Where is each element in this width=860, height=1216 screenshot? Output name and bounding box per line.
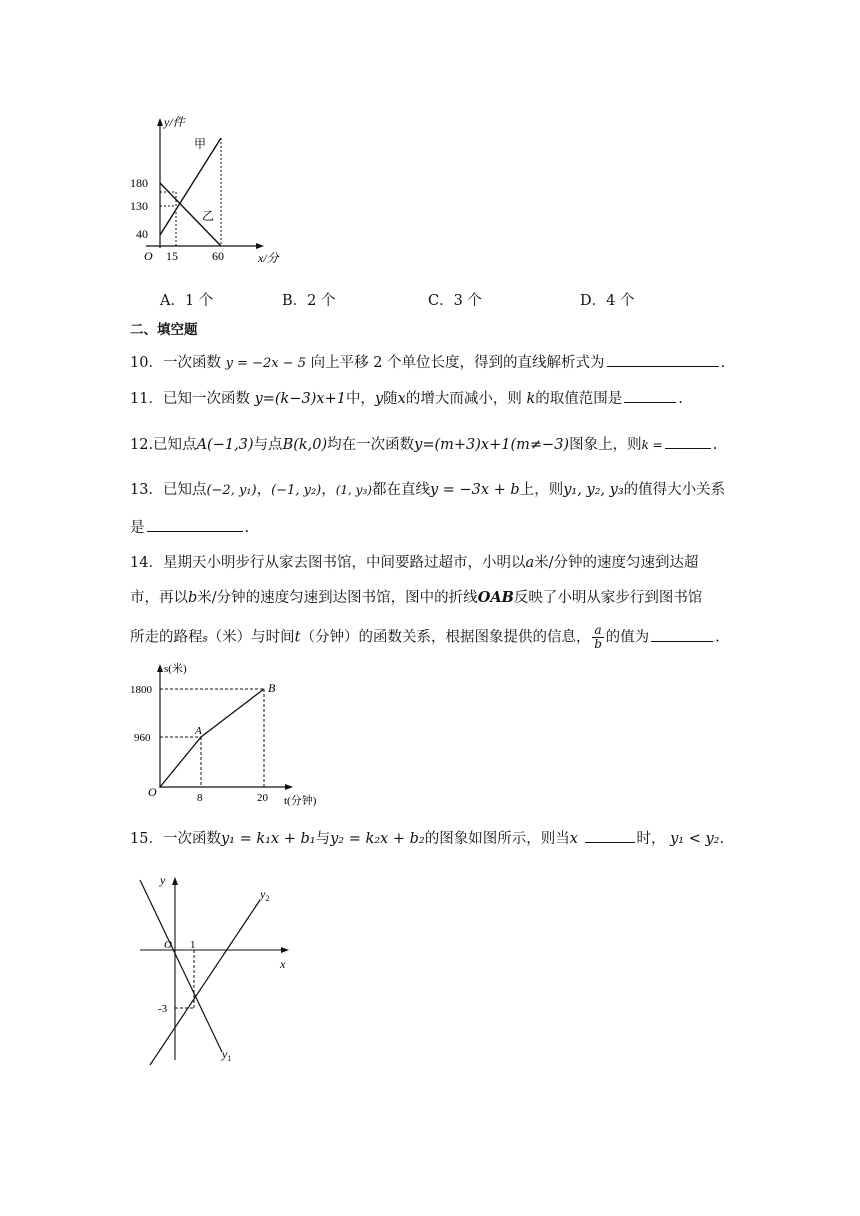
q10-prefix: 10．一次函数 (130, 355, 221, 371)
q15-prefix: 15．一次函数 (130, 831, 221, 847)
q14-var-s: s (202, 633, 208, 645)
origin-label: O (164, 939, 172, 951)
q15-mid: 与 (315, 831, 331, 847)
question-14-line-3 (130, 624, 720, 651)
y-tick-minus-3: -3 (158, 1003, 168, 1015)
q13-point-1: (−2, y₁) (206, 483, 257, 498)
q13-suffix: 上，则 (519, 482, 564, 498)
q14-line3a: 所走的路程 (130, 629, 203, 646)
q14-answer-blank[interactable] (651, 627, 713, 642)
line-y2-label: $y_2$ (260, 887, 270, 903)
q12-mid1: 与点 (253, 437, 283, 453)
q10-end: . (720, 355, 726, 371)
question-14-line-1 (130, 553, 699, 573)
y-tick-1800: 1800 (130, 684, 152, 696)
x-axis-label: x (280, 957, 286, 971)
q15-mid3: 时， (636, 831, 666, 847)
line-yi-label: 乙 (202, 209, 215, 223)
q13-comma-2: ， (321, 482, 336, 498)
q14-fraction (592, 624, 603, 651)
q13-vars: y₁, y₂, y₃ (563, 482, 624, 498)
x-axis-arrow (256, 243, 264, 249)
q11-var-y: y (374, 391, 384, 407)
q11-var-k: k (526, 391, 536, 407)
q12-ask: k = (641, 438, 663, 452)
q15-answer-blank[interactable] (585, 828, 635, 843)
q12-answer-blank[interactable] (665, 434, 711, 449)
q12-point-b: B(k,0) (282, 437, 328, 453)
q13-prefix: 13．已知点 (130, 482, 207, 498)
y-tick-960: 960 (134, 732, 151, 744)
origin-label: O (148, 785, 157, 799)
y-axis-arrow (157, 664, 163, 672)
x-tick-8: 8 (197, 792, 203, 804)
choice-a[interactable]: A．1 个 (160, 293, 214, 309)
y-tick-180: 180 (130, 176, 148, 190)
q13-line2: 是 (130, 520, 145, 536)
question-14-line-2 (130, 588, 702, 608)
y-axis-arrow (157, 118, 163, 126)
q13-point-2: (−1, y₂) (271, 483, 322, 498)
x-axis-label: x/分 (258, 251, 279, 265)
q14-line2a: 市，再以 (130, 590, 188, 606)
q13-answer-blank[interactable] (147, 517, 243, 532)
q13-comma-1: ， (256, 482, 272, 498)
q11-prefix: 11．已知一次函数 (130, 391, 250, 407)
question-10 (130, 352, 725, 374)
q12-end: . (712, 437, 718, 453)
q13-mid: 都在直线 (371, 482, 430, 498)
q14-frac-num: a (594, 623, 602, 637)
q15-mid2: 的图象如图所示，则当 (424, 831, 570, 847)
q15-f2: y₂ = k₂x + b₂ (330, 831, 425, 847)
y-tick-130: 130 (130, 199, 148, 213)
figure-3-graph (132, 870, 302, 1070)
x-axis-arrow (285, 784, 293, 790)
choice-c[interactable]: C．3 个 (428, 293, 482, 309)
y-axis-label: y/件 (164, 115, 185, 129)
figure-1-graph (128, 112, 298, 272)
q13-end-text: 的值得大小关系 (623, 482, 726, 498)
point-a-label: A (195, 725, 202, 737)
q11-mid2: 随 (383, 391, 398, 407)
path-oab (160, 689, 264, 787)
q14-line3b: （米）与时间 (207, 629, 295, 646)
q14-var-a: a (525, 555, 535, 571)
q10-suffix: 向上平移 2 个单位长度，得到的直线解析式为 (310, 355, 605, 371)
question-12 (130, 434, 717, 455)
q11-mid3: 的增大而减小，则 (405, 391, 522, 407)
origin-label: O (144, 249, 153, 263)
q14-var-b: b (188, 590, 198, 606)
line-y1-label: $y_1$ (222, 1047, 232, 1063)
q14-line1: 14．星期天小明步行从家去图书馆，中间要路过超市，小明以 (130, 555, 526, 571)
x-tick-15: 15 (166, 249, 178, 263)
q15-end: . (719, 831, 725, 847)
choice-d[interactable]: D．4 个 (580, 293, 635, 309)
q12-point-a: A(−1,3) (196, 437, 254, 453)
q11-answer-blank[interactable] (624, 388, 676, 403)
section-heading: 二、填空题 (130, 322, 198, 338)
x-axis-label: t(分钟) (284, 795, 317, 807)
q14-end: . (715, 629, 720, 646)
choice-b[interactable]: B．2 个 (282, 293, 336, 309)
q14-line1b: 米/分钟的速度匀速到达超 (534, 555, 699, 571)
q12-mid3: 图象上，则 (569, 437, 642, 453)
q13-end: . (244, 520, 250, 536)
x-tick-1: 1 (190, 939, 196, 951)
q10-expr: y = −2x − 5 (225, 356, 306, 371)
q13-point-3: (1, y₃) (335, 483, 372, 497)
q12-mid2: 均在一次函数 (327, 437, 415, 453)
q14-oab: OAB (477, 589, 514, 606)
q10-answer-blank[interactable] (607, 352, 719, 367)
question-11 (130, 388, 683, 409)
q15-f1: y₁ = k₁x + b₁ (220, 831, 316, 847)
q15-ineq: y₁ < y₂ (670, 831, 720, 847)
q14-var-t: t (294, 629, 301, 646)
q14-line2b: 米/分钟的速度匀速到达图书馆，图中的折线 (197, 590, 478, 606)
y-axis-label: s(米) (164, 663, 187, 675)
q14-frac-den: b (594, 637, 602, 651)
line-jia-label: 甲 (194, 137, 207, 151)
line-y2 (150, 900, 260, 1065)
q15-var-x: x (569, 831, 578, 847)
y-axis-label: y (160, 873, 166, 887)
y-axis-arrow (172, 877, 178, 885)
q13-expr: y = −3x + b (429, 482, 520, 498)
question-15 (130, 828, 724, 849)
y-tick-40: 40 (136, 227, 148, 241)
question-13 (130, 480, 725, 501)
q11-end: . (678, 391, 683, 407)
q12-prefix: 12.已知点 (130, 437, 197, 453)
q14-line3d: 的值为 (605, 629, 650, 646)
q14-line3c: （分钟）的函数关系，根据图象提供的信息， (300, 629, 591, 646)
question-13-line-2 (130, 517, 249, 538)
q11-suffix: 的取值范围是 (535, 391, 623, 407)
q11-expr: y=(k−3)x+1 (254, 391, 346, 407)
x-tick-60: 60 (212, 249, 224, 263)
line-y1 (140, 880, 222, 1052)
q11-var-x: x (397, 391, 406, 407)
q11-mid1: 中， (345, 391, 375, 407)
q14-line2c: 反映了小明从家步行到图书馆 (513, 590, 703, 606)
point-b-label: B (268, 681, 276, 695)
q12-expr: y=(m+3)x+1(m≠−3) (414, 437, 570, 453)
x-axis-arrow (281, 947, 289, 953)
x-tick-20: 20 (257, 792, 268, 804)
figure-2-graph (128, 660, 338, 810)
